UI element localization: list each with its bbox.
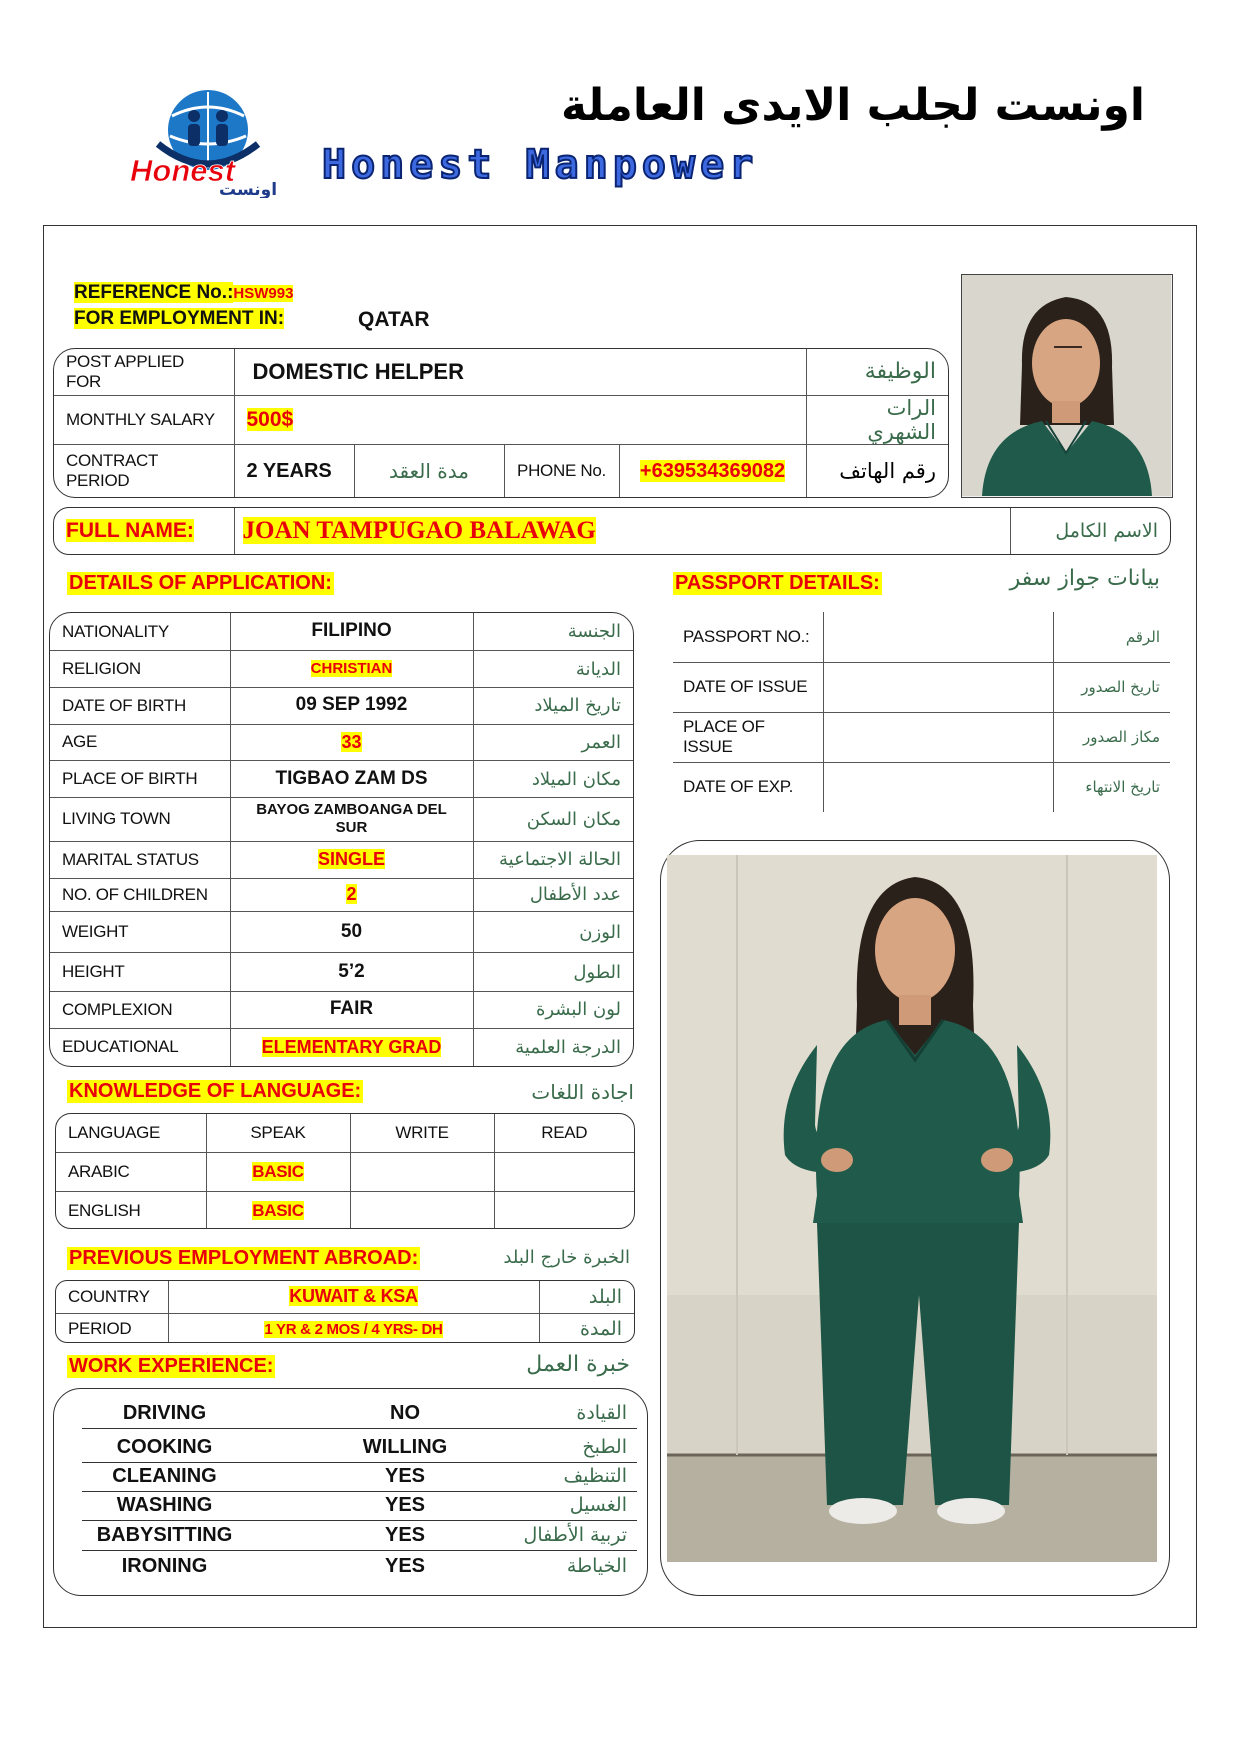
speak-header: SPEAK	[206, 1114, 350, 1152]
work-arabic: تربية الأطفال	[523, 1524, 627, 1546]
language-table-box	[55, 1113, 635, 1229]
previous-employment-table	[56, 1281, 634, 1343]
details-row-label: RELIGION	[50, 651, 230, 688]
details-row	[50, 878, 633, 911]
details-table	[50, 613, 633, 1066]
work-arabic: القيادة	[576, 1402, 627, 1424]
period-value: 1 YR & 2 MOS / 4 YRS- DH	[264, 1320, 443, 1338]
period-label: PERIOD	[56, 1313, 168, 1343]
details-row-label: PLACE OF BIRTH	[50, 761, 230, 798]
reference-line	[74, 282, 293, 304]
contract-arabic: مدة العقد	[354, 444, 504, 498]
details-row-arabic: الحالة الاجتماعية	[473, 842, 633, 879]
details-row-value: 50	[340, 920, 363, 942]
full-name-arabic: الاسم الكامل	[1010, 508, 1170, 554]
work-value: YES	[384, 1524, 426, 1546]
salary-arabic: الرات الشهري	[806, 395, 948, 444]
write-level	[350, 1152, 494, 1191]
speak-level: BASIC	[252, 1161, 304, 1181]
details-row-value: 33	[341, 731, 362, 752]
passport-row	[673, 612, 1170, 662]
details-row-label: DATE OF BIRTH	[50, 687, 230, 724]
work-label: IRONING	[121, 1555, 208, 1577]
work-arabic: الخياطة	[566, 1555, 627, 1577]
write-level	[350, 1191, 494, 1229]
full-name-label: FULL NAME:	[66, 519, 194, 542]
work-label: WASHING	[116, 1494, 213, 1516]
details-row-arabic: الدرجة العلمية	[473, 1028, 633, 1066]
work-value: NO	[390, 1402, 420, 1424]
details-row	[50, 1028, 633, 1066]
applicant-portrait-photo	[961, 274, 1173, 498]
details-row	[50, 797, 633, 841]
contract-value: 2 YEARS	[234, 444, 354, 498]
details-row-arabic: مكان الميلاد	[473, 761, 633, 798]
employment-label-wrap	[74, 308, 284, 330]
details-row-label: NATIONALITY	[50, 613, 230, 651]
details-row	[50, 991, 633, 1028]
post-label: POST APPLIED FOR	[54, 349, 234, 395]
phone-value: +639534369082	[639, 459, 786, 482]
work-arabic: الطبخ	[582, 1436, 627, 1458]
details-row-value: ELEMENTARY GRAD	[261, 1036, 442, 1057]
full-name-box	[53, 507, 1171, 555]
brand-name-english: Honest Manpower	[322, 142, 759, 188]
country-value: KUWAIT & KSA	[289, 1286, 418, 1307]
language-header: LANGUAGE	[56, 1114, 206, 1152]
work-value: WILLING	[362, 1436, 448, 1458]
country-arabic: البلد	[539, 1281, 634, 1313]
details-row-value: TIGBAO ZAM DS	[275, 767, 428, 789]
employment-country: QATAR	[358, 308, 430, 331]
details-row-arabic: الطول	[473, 953, 633, 992]
passport-row-label: DATE OF ISSUE	[673, 662, 823, 712]
period-arabic: المدة	[539, 1313, 634, 1343]
job-info-box	[53, 348, 949, 498]
speak-level: BASIC	[252, 1200, 304, 1220]
details-row	[50, 761, 633, 798]
post-arabic: الوظيفة	[806, 349, 948, 395]
details-row	[50, 613, 633, 651]
details-row	[50, 724, 633, 761]
details-row-label: LIVING TOWN	[50, 797, 230, 841]
previous-section-arabic: الخبرة خارج البلد	[503, 1247, 630, 1268]
read-level	[494, 1152, 634, 1191]
details-row-arabic: عدد الأطفال	[473, 878, 633, 911]
contract-label: CONTRACT PERIOD	[54, 444, 234, 498]
passport-row-arabic: تاريخ الصدور	[1053, 662, 1170, 712]
phone-arabic: رقم الهاتف	[806, 444, 948, 498]
work-value: YES	[384, 1465, 426, 1487]
details-row-value: 2	[346, 884, 357, 905]
logo-text-en: Honest	[130, 153, 236, 188]
details-row	[50, 651, 633, 688]
details-row	[50, 953, 633, 992]
post-value: DOMESTIC HELPER	[234, 349, 806, 395]
details-row-label: COMPLEXION	[50, 991, 230, 1028]
details-row-arabic: لون البشرة	[473, 991, 633, 1028]
work-value: YES	[384, 1494, 426, 1516]
work-label: DRIVING	[122, 1402, 207, 1424]
work-row	[82, 1434, 637, 1463]
work-label: COOKING	[116, 1436, 213, 1458]
reference-value: HSW993	[233, 285, 294, 302]
previous-employment-box	[55, 1280, 635, 1343]
work-section-title: WORK EXPERIENCE:	[69, 1355, 274, 1377]
details-row	[50, 687, 633, 724]
salary-value: 500$	[246, 407, 294, 431]
passport-row-arabic: تاريخ الانتهاء	[1085, 778, 1160, 797]
work-arabic: الغسيل	[569, 1494, 627, 1516]
passport-row-value	[823, 612, 1053, 662]
passport-row-label: PASSPORT NO.:	[673, 612, 823, 662]
details-row-label: HEIGHT	[50, 953, 230, 992]
full-name-value: JOAN TAMPUGAO BALAWAG	[242, 517, 596, 544]
language-name: ENGLISH	[56, 1191, 206, 1229]
previous-section-title: PREVIOUS EMPLOYMENT ABROAD:	[69, 1247, 419, 1269]
passport-table	[673, 612, 1170, 812]
passport-row	[673, 712, 1170, 762]
work-row	[82, 1522, 637, 1551]
work-row	[82, 1400, 637, 1429]
details-row-arabic: الديانة	[473, 651, 633, 688]
details-row-arabic: الوزن	[473, 912, 633, 953]
details-row-value: 5’2	[338, 960, 365, 982]
work-arabic: التنظيف	[563, 1465, 627, 1487]
details-row-value: FAIR	[329, 998, 374, 1020]
details-row-value: BAYOG ZAMBOANGA DEL SUR	[256, 801, 447, 837]
language-name: ARABIC	[56, 1152, 206, 1191]
reference-label: REFERENCE No.:	[74, 282, 234, 303]
details-row-label: NO. OF CHILDREN	[50, 878, 230, 911]
write-header: WRITE	[350, 1114, 494, 1152]
details-row-value: 09 SEP 1992	[295, 694, 408, 716]
details-row-label: AGE	[50, 724, 230, 761]
brand-name-arabic: اونست لجلب الايدى العاملة	[561, 80, 1145, 131]
language-section-title: KNOWLEDGE OF LANGUAGE:	[69, 1080, 362, 1102]
language-table	[56, 1114, 634, 1229]
details-row-label: EDUCATIONAL	[50, 1028, 230, 1066]
details-table-box	[49, 612, 634, 1067]
work-row	[82, 1463, 637, 1492]
country-label: COUNTRY	[56, 1281, 168, 1313]
details-row-value: SINGLE	[317, 849, 385, 870]
passport-row-value	[823, 762, 1053, 812]
details-section-title: DETAILS OF APPLICATION:	[69, 572, 332, 594]
details-row-arabic: العمر	[473, 724, 633, 761]
details-row	[50, 842, 633, 879]
logo-text-ar: اونست	[218, 180, 278, 198]
details-row-arabic: تاريخ الميلاد	[473, 687, 633, 724]
details-row-value: CHRISTIAN	[310, 660, 393, 678]
read-level	[494, 1191, 634, 1229]
work-label: BABYSITTING	[96, 1524, 233, 1546]
details-row-label: MARITAL STATUS	[50, 842, 230, 879]
passport-row-value	[823, 662, 1053, 712]
read-header: READ	[494, 1114, 634, 1152]
passport-row-value	[823, 712, 1053, 762]
work-label: CLEANING	[112, 1465, 217, 1487]
work-row	[82, 1492, 637, 1521]
details-row-label: WEIGHT	[50, 912, 230, 953]
applicant-full-body-photo	[660, 840, 1170, 1596]
passport-row-arabic: الرقم	[1053, 612, 1170, 662]
language-section-arabic: اجادة اللغات	[531, 1080, 634, 1104]
company-logo	[128, 88, 288, 198]
passport-row	[673, 762, 1170, 812]
phone-label: PHONE No.	[504, 444, 619, 498]
work-row	[82, 1553, 637, 1582]
details-row-arabic: مكان السكن	[473, 797, 633, 841]
passport-section-arabic: بيانات جواز سفر	[1009, 566, 1160, 591]
passport-row-label: PLACE OF ISSUE	[673, 712, 823, 762]
passport-row-label: DATE OF EXP.	[683, 777, 794, 797]
details-row-arabic: الجنسة	[473, 613, 633, 651]
passport-row	[673, 662, 1170, 712]
details-row	[50, 912, 633, 953]
passport-section-title: PASSPORT DETAILS:	[675, 572, 880, 594]
passport-row-arabic: مكاز الصدور	[1053, 712, 1170, 762]
work-section-arabic: خبرة العمل	[526, 1352, 630, 1377]
work-value: YES	[384, 1555, 426, 1577]
details-row-value: FILIPINO	[311, 620, 392, 642]
salary-label: MONTHLY SALARY	[54, 395, 234, 444]
employment-label: FOR EMPLOYMENT IN:	[74, 308, 285, 329]
